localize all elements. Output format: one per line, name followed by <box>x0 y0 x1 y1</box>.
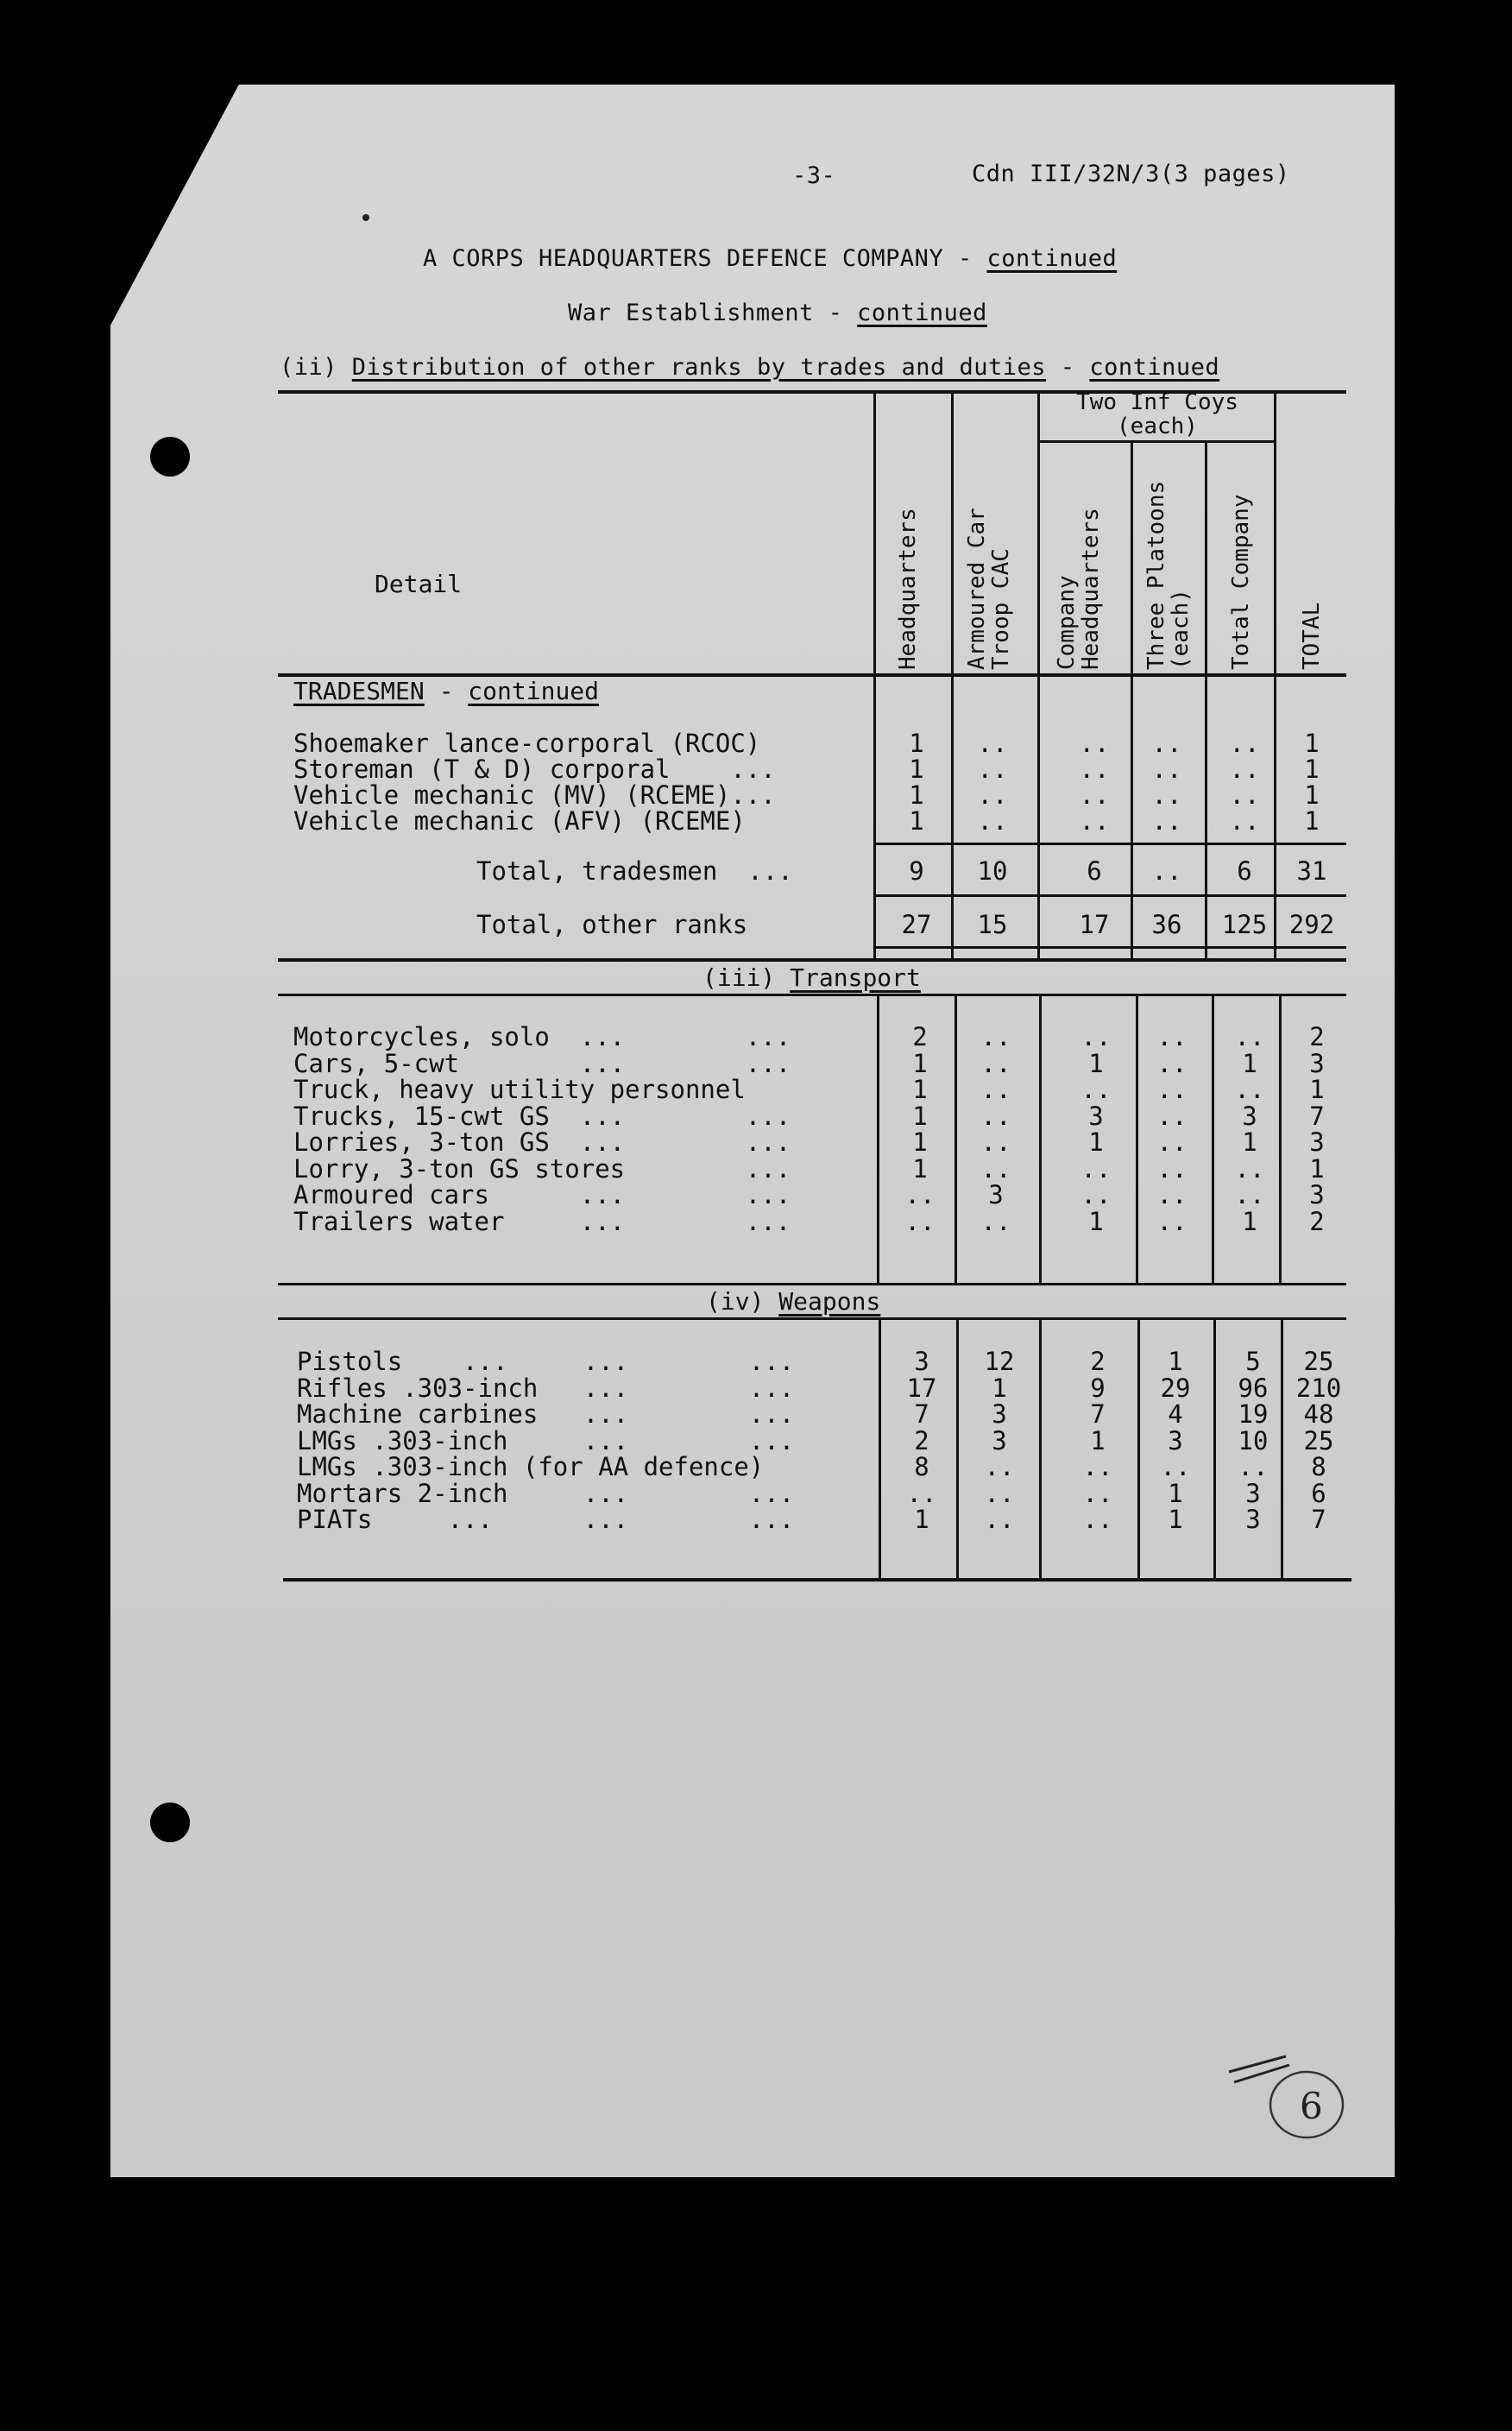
table-cell: 19 <box>1238 1399 1269 1429</box>
table-cell: 9 <box>909 856 924 886</box>
section-heading-ii: (ii) Distribution of other ranks by trades and duties - continued <box>280 354 1220 381</box>
total-tradesmen-label: Total, tradesmen ... <box>476 856 793 886</box>
tradesmen-heading: TRADESMEN - continued <box>293 677 600 705</box>
table-cell: 10 <box>977 856 1008 886</box>
group-header-rule <box>1039 440 1276 443</box>
table-cell: 6 <box>1311 1478 1326 1508</box>
table-cell: .. <box>980 1101 1011 1131</box>
total-other-ranks-label: Total, other ranks <box>476 910 748 939</box>
table-cell: 17 <box>906 1373 937 1403</box>
section-rule <box>278 958 1346 962</box>
row-label: Vehicle mechanic (MV) (RCEME)... <box>293 780 776 810</box>
row-label: Lorry, 3-ton GS stores ... <box>293 1153 791 1184</box>
table-cell: 31 <box>1296 856 1327 886</box>
table-cell: 1 <box>1168 1347 1183 1376</box>
table-cell: 3 <box>914 1347 929 1376</box>
column-rule <box>1039 995 1042 1285</box>
table-cell: .. <box>1234 1180 1265 1209</box>
handwritten-folio-mark <box>1225 2048 1346 2143</box>
table-cell: 2 <box>912 1022 928 1051</box>
table-cell: .. <box>1079 729 1110 758</box>
section-rule <box>278 1283 1346 1285</box>
table-cell: .. <box>1156 1101 1188 1131</box>
table-cell: 1 <box>912 1075 928 1104</box>
section-rule <box>278 994 1346 996</box>
table-cell: 2 <box>914 1425 929 1455</box>
table-cell: .. <box>1156 1206 1188 1236</box>
table-cell: 12 <box>984 1347 1015 1376</box>
table-cell: 1 <box>912 1048 928 1078</box>
column-rule <box>1039 1319 1042 1580</box>
table-cell: 1 <box>1242 1127 1257 1157</box>
table-cell: 1 <box>909 755 924 784</box>
table-cell: .. <box>1082 1478 1113 1508</box>
table-cell: 3 <box>1309 1127 1325 1157</box>
table-cell: .. <box>1229 729 1260 758</box>
table-cell: 36 <box>1151 910 1182 939</box>
table-cell: .. <box>1156 1127 1188 1157</box>
row-label: Armoured cars ... ... <box>293 1180 791 1209</box>
table-cell: 292 <box>1288 910 1335 939</box>
row-label: Shoemaker lance-corporal (RCOC) <box>293 729 761 758</box>
column-rule <box>1205 442 1207 960</box>
row-label: LMGs .303-inch ... ... <box>297 1425 795 1455</box>
table-cell: .. <box>1079 755 1110 784</box>
column-header-total-company: Total Company <box>1228 494 1254 670</box>
table-bottom-rule <box>283 1578 1351 1582</box>
table-cell: 1 <box>1304 755 1320 784</box>
table-cell: 96 <box>1238 1373 1269 1403</box>
table-cell: 1 <box>912 1127 928 1157</box>
row-label: Mortars 2-inch ... ... <box>297 1478 795 1508</box>
table-cell: 6 <box>1237 856 1252 886</box>
group-header-two-inf-coys: Two Inf Coys (each) <box>1076 389 1238 439</box>
document-subtitle: War Establishment - continued <box>568 300 987 326</box>
row-label: Lorries, 3-ton GS ... ... <box>293 1127 791 1157</box>
column-header-headquarters: Headquarters <box>895 508 921 670</box>
document-title: A CORPS HEADQUARTERS DEFENCE COMPANY - continued <box>423 245 1118 272</box>
column-rule <box>877 995 879 1285</box>
table-cell: .. <box>1156 1153 1188 1184</box>
table-cell: 1 <box>992 1373 1007 1403</box>
row-label: Storeman (T & D) corporal ... <box>293 755 776 784</box>
table-cell: 1 <box>1088 1206 1104 1236</box>
table-cell: .. <box>904 1206 936 1236</box>
table-cell: 1 <box>1309 1075 1325 1104</box>
table-cell: .. <box>984 1505 1015 1534</box>
table-cell: 9 <box>1090 1373 1106 1403</box>
table-cell: .. <box>980 1048 1011 1078</box>
table-cell: .. <box>1156 1048 1188 1078</box>
table-cell: 1 <box>1304 780 1320 810</box>
row-label: Trucks, 15-cwt GS ... ... <box>293 1101 791 1131</box>
detail-column-header: Detail <box>375 570 463 598</box>
table-cell: 25 <box>1303 1425 1334 1455</box>
table-cell: .. <box>980 1075 1011 1104</box>
table-cell: 1 <box>912 1101 928 1131</box>
table-cell: 1 <box>1088 1048 1104 1078</box>
table-cell: .. <box>980 1206 1011 1236</box>
table-cell: 1 <box>1168 1478 1183 1508</box>
table-cell: .. <box>1079 806 1110 836</box>
row-label: Pistols ... ... ... <box>297 1347 795 1376</box>
row-label: Cars, 5-cwt ... ... <box>293 1048 791 1078</box>
table-cell: 6 <box>1087 856 1102 886</box>
table-cell: 7 <box>914 1399 929 1429</box>
table-cell: .. <box>1080 1075 1112 1104</box>
table-cell: 3 <box>1309 1048 1325 1078</box>
table-cell: .. <box>1229 806 1260 836</box>
table-cell: 1 <box>914 1505 929 1534</box>
row-label: Motorcycles, solo ... ... <box>293 1022 791 1051</box>
table-cell: 10 <box>1238 1425 1269 1455</box>
table-cell: 1 <box>909 729 924 758</box>
section-rule <box>278 1317 1346 1320</box>
table-cell: .. <box>1082 1505 1113 1534</box>
table-cell: .. <box>980 1022 1011 1051</box>
table-cell: .. <box>980 1153 1011 1184</box>
table-cell: 4 <box>1168 1399 1183 1429</box>
table-cell: .. <box>977 755 1008 784</box>
table-cell: .. <box>1156 1180 1188 1209</box>
table-cell: .. <box>977 806 1008 836</box>
column-rule <box>1213 1319 1216 1580</box>
table-cell: 3 <box>1088 1101 1104 1131</box>
table-cell: 7 <box>1309 1101 1325 1131</box>
table-cell: 3 <box>992 1425 1007 1455</box>
punch-hole <box>150 437 190 477</box>
table-cell: 17 <box>1079 910 1110 939</box>
table-cell: 25 <box>1303 1347 1334 1376</box>
column-header-company-headquarters: Company Headquarters <box>1054 508 1104 670</box>
table-cell: .. <box>1238 1452 1269 1481</box>
table-cell: .. <box>1082 1452 1113 1481</box>
table-cell: .. <box>1234 1075 1265 1104</box>
table-cell: 1 <box>1088 1127 1104 1157</box>
transport-heading: (iii) Transport <box>702 963 921 992</box>
weapons-heading: (iv) Weapons <box>706 1287 881 1316</box>
table-cell: .. <box>1234 1153 1265 1184</box>
ink-dot <box>362 214 369 221</box>
table-cell: 29 <box>1160 1373 1191 1403</box>
punch-hole <box>150 1803 190 1842</box>
table-cell: 48 <box>1303 1399 1334 1429</box>
table-cell: 125 <box>1221 910 1268 939</box>
table-cell: 3 <box>1245 1478 1261 1508</box>
table-cell: .. <box>1151 729 1182 758</box>
table-cell: .. <box>1156 1022 1188 1051</box>
table-cell: 2 <box>1309 1022 1325 1051</box>
table-cell: .. <box>977 729 1008 758</box>
table-cell: 1 <box>1304 806 1320 836</box>
table-cell: 27 <box>901 910 932 939</box>
table-cell: 8 <box>914 1452 929 1481</box>
column-header-total: TOTAL <box>1299 602 1325 670</box>
table-cell: 2 <box>1309 1206 1325 1236</box>
table-cell: 210 <box>1295 1373 1342 1403</box>
column-header-three-platoons: Three Platoons (each) <box>1143 480 1194 670</box>
table-cell: .. <box>1080 1022 1112 1051</box>
table-cell: .. <box>1079 780 1110 810</box>
table-cell: .. <box>1234 1022 1265 1051</box>
table-cell: 1 <box>1242 1048 1257 1078</box>
table-cell: 1 <box>909 780 924 810</box>
table-cell: 1 <box>1090 1425 1106 1455</box>
table-cell: .. <box>1151 755 1182 784</box>
row-label: Machine carbines ... ... <box>297 1399 795 1429</box>
table-cell: .. <box>904 1180 936 1209</box>
column-rule <box>879 1319 881 1580</box>
table-cell: .. <box>984 1478 1015 1508</box>
table-cell: .. <box>980 1127 1011 1157</box>
table-cell: 1 <box>1168 1505 1183 1534</box>
table-cell: 3 <box>1168 1425 1183 1455</box>
table-cell: .. <box>1156 1075 1188 1104</box>
table-cell: .. <box>1080 1180 1112 1209</box>
table-cell: .. <box>1160 1452 1191 1481</box>
table-cell: .. <box>984 1452 1015 1481</box>
table-cell: .. <box>1151 780 1182 810</box>
table-cell: 3 <box>988 1180 1004 1209</box>
table-cell: .. <box>1229 780 1260 810</box>
table-cell: 15 <box>977 910 1008 939</box>
table-cell: .. <box>1151 856 1182 886</box>
table-cell: .. <box>1080 1153 1112 1184</box>
folio-number: 6 <box>1300 2085 1323 2127</box>
table-cell: 7 <box>1090 1399 1106 1429</box>
table-cell: 1 <box>909 806 924 836</box>
page-number: -3- <box>792 162 836 189</box>
table-cell: .. <box>977 780 1008 810</box>
table-cell: 7 <box>1311 1505 1326 1534</box>
table-cell: .. <box>1151 806 1182 836</box>
table-cell: .. <box>1229 755 1260 784</box>
table-cell: 1 <box>1309 1153 1325 1184</box>
table-cell: 3 <box>1242 1101 1257 1131</box>
document-reference: Cdn III/32N/3(3 pages) <box>972 161 1290 187</box>
table-cell: 3 <box>992 1399 1007 1429</box>
row-label: LMGs .303-inch (for AA defence) <box>297 1452 765 1481</box>
table-cell: 8 <box>1311 1452 1326 1481</box>
table-cell: .. <box>906 1478 937 1508</box>
table-cell: 1 <box>912 1153 928 1184</box>
table-cell: 3 <box>1309 1180 1325 1209</box>
table-cell: 2 <box>1090 1347 1106 1376</box>
row-label: Truck, heavy utility personnel <box>293 1075 746 1104</box>
table-cell: 3 <box>1245 1505 1261 1534</box>
pencil-strike-mark <box>1229 2056 1289 2082</box>
table-cell: 1 <box>1304 729 1320 758</box>
table-cell: 1 <box>1242 1206 1257 1236</box>
table-cell: 5 <box>1245 1347 1261 1376</box>
column-rule <box>1037 392 1040 960</box>
column-rule <box>873 392 876 960</box>
row-label: Vehicle mechanic (AFV) (RCEME) <box>293 806 746 836</box>
column-header-armoured-car-troop: Armoured Car Troop CAC <box>964 508 1014 670</box>
row-label: PIATs ... ... ... <box>297 1505 795 1534</box>
row-label: Trailers water ... ... <box>293 1206 791 1236</box>
row-label: Rifles .303-inch ... ... <box>297 1373 795 1403</box>
